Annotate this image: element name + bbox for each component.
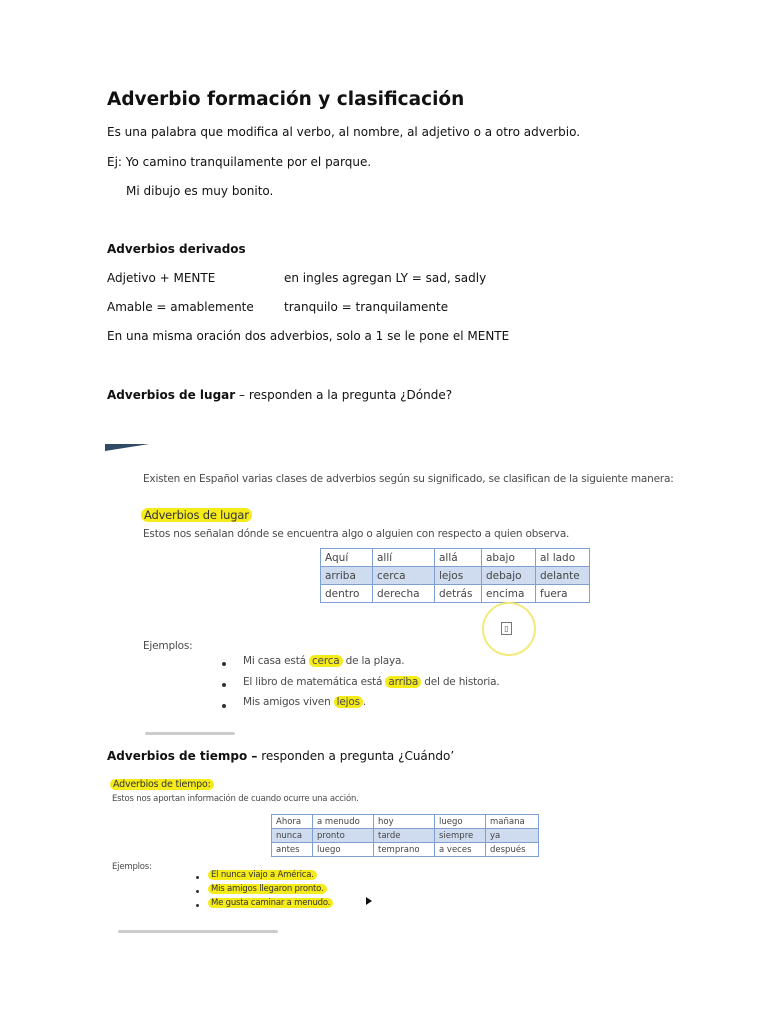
table-cell: después — [486, 843, 539, 857]
mouse-cursor-icon — [366, 897, 372, 905]
table-cell: ya — [486, 829, 539, 843]
table-cell: delante — [536, 567, 590, 585]
table-cell: encima — [482, 585, 536, 603]
table-cell: luego — [435, 815, 486, 829]
example-highlight: lejos — [334, 696, 363, 708]
tiempo-scanned-image — [108, 776, 588, 934]
table-cell: hoy — [374, 815, 435, 829]
bullet-icon — [222, 683, 226, 687]
tiempo-label — [110, 779, 214, 790]
example-highlight: cerca — [309, 655, 343, 667]
table-cell: a menudo — [313, 815, 374, 829]
example-sentence-2: Mi dibujo es muy bonito. — [126, 184, 274, 198]
example-text: . — [362, 696, 367, 708]
table-row — [321, 585, 590, 603]
table-row — [321, 549, 590, 567]
derivados-note: En una misma oración dos adverbios, solo a 1 se le pone el MENTE — [107, 329, 510, 343]
lugar-heading — [107, 388, 452, 402]
tiempo-table — [271, 814, 539, 857]
derivados-rule-right: en ingles agregan LY = sad, sadly — [284, 271, 487, 285]
table-cell: allí — [373, 549, 435, 567]
bullet-icon — [196, 876, 199, 879]
tiempo-label-highlight: Adverbios de tiempo: — [110, 779, 214, 790]
derivados-heading: Adverbios derivados — [107, 242, 246, 256]
bullet-icon — [222, 704, 226, 708]
tiempo-example-3 — [208, 898, 333, 908]
table-cell: detrás — [435, 585, 482, 603]
example-highlight: Mis amigos llegaron pronto. — [208, 884, 327, 894]
lugar-label-highlight: Adverbios de lugar — [141, 508, 252, 522]
table-row — [272, 829, 539, 843]
lugar-table — [320, 548, 590, 603]
lugar-scanned-image — [105, 444, 727, 736]
table-cell: fuera — [536, 585, 590, 603]
table-cell: siempre — [435, 829, 486, 843]
derivados-rule-left: Adjetivo + MENTE — [107, 271, 216, 285]
tiempo-examples-label: Ejemplos: — [112, 862, 152, 872]
lugar-intro: Existen en Español varias clases de adverbios según su significado, se clasifican de la siguiente manera: — [143, 473, 674, 485]
table-cell: tarde — [374, 829, 435, 843]
example-highlight: Me gusta caminar a menudo. — [208, 898, 333, 908]
tiempo-example-2 — [208, 884, 327, 894]
example-text: Mis amigos viven — [243, 696, 334, 708]
example-text: El libro de matemática está — [243, 676, 386, 688]
table-cell: cerca — [373, 567, 435, 585]
derivados-example-right: tranquilo = tranquilamente — [284, 300, 449, 314]
table-cell: arriba — [321, 567, 373, 585]
table-cell: allá — [435, 549, 482, 567]
bullet-icon — [222, 662, 226, 666]
example-text: del de historia. — [421, 676, 500, 688]
bullet-icon — [196, 904, 199, 907]
table-cell: al lado — [536, 549, 590, 567]
table-cell: lejos — [435, 567, 482, 585]
document-icon: ▯ — [501, 622, 512, 635]
tiempo-heading-rest: responden a pregunta ¿Cuándo’ — [257, 749, 455, 763]
table-cell: Ahora — [272, 815, 313, 829]
tiempo-heading-bold: Adverbios de tiempo – — [107, 749, 258, 763]
table-row — [272, 843, 539, 857]
corner-mark — [105, 444, 150, 451]
bullet-icon — [196, 890, 199, 893]
table-row — [272, 815, 539, 829]
tiempo-heading — [107, 749, 454, 763]
table-cell: luego — [313, 843, 374, 857]
lugar-heading-rest: – responden a la pregunta ¿Dónde? — [235, 388, 453, 402]
lugar-desc: Estos nos señalan dónde se encuentra algo o alguien con respecto a quien observa. — [143, 528, 570, 540]
lugar-label — [141, 508, 252, 522]
table-cell: derecha — [373, 585, 435, 603]
table-cell: temprano — [374, 843, 435, 857]
table-cell: mañana — [486, 815, 539, 829]
lugar-example-2 — [243, 676, 499, 688]
lugar-heading-bold: Adverbios de lugar — [107, 388, 236, 402]
example-text: Mi casa está — [243, 655, 309, 667]
table-cell: abajo — [482, 549, 536, 567]
table-cell: debajo — [482, 567, 536, 585]
page-title: Adverbio formación y clasificación — [107, 89, 465, 110]
table-cell: nunca — [272, 829, 313, 843]
cropped-text-line — [118, 930, 278, 933]
table-cell: antes — [272, 843, 313, 857]
table-cell: dentro — [321, 585, 373, 603]
lugar-example-1 — [243, 655, 404, 667]
definition-text: Es una palabra que modifica al verbo, al nombre, al adjetivo o a otro adverbio. — [107, 125, 581, 139]
derivados-example-left: Amable = amablemente — [107, 300, 254, 314]
table-row — [321, 567, 590, 585]
table-cell: pronto — [313, 829, 374, 843]
example-highlight: El nunca viajo a América. — [208, 870, 317, 880]
example-highlight: arriba — [385, 676, 421, 688]
tiempo-example-1 — [208, 870, 317, 880]
table-cell: Aquí — [321, 549, 373, 567]
lugar-examples-label: Ejemplos: — [143, 640, 193, 652]
lugar-example-3 — [243, 696, 366, 708]
example-text: de la playa. — [342, 655, 405, 667]
tiempo-desc: Estos nos aportan información de cuando ocurre una acción. — [112, 794, 359, 804]
table-cell: a veces — [435, 843, 486, 857]
example-sentence-1: Ej: Yo camino tranquilamente por el parque. — [107, 155, 372, 169]
cropped-text-line — [145, 732, 235, 735]
